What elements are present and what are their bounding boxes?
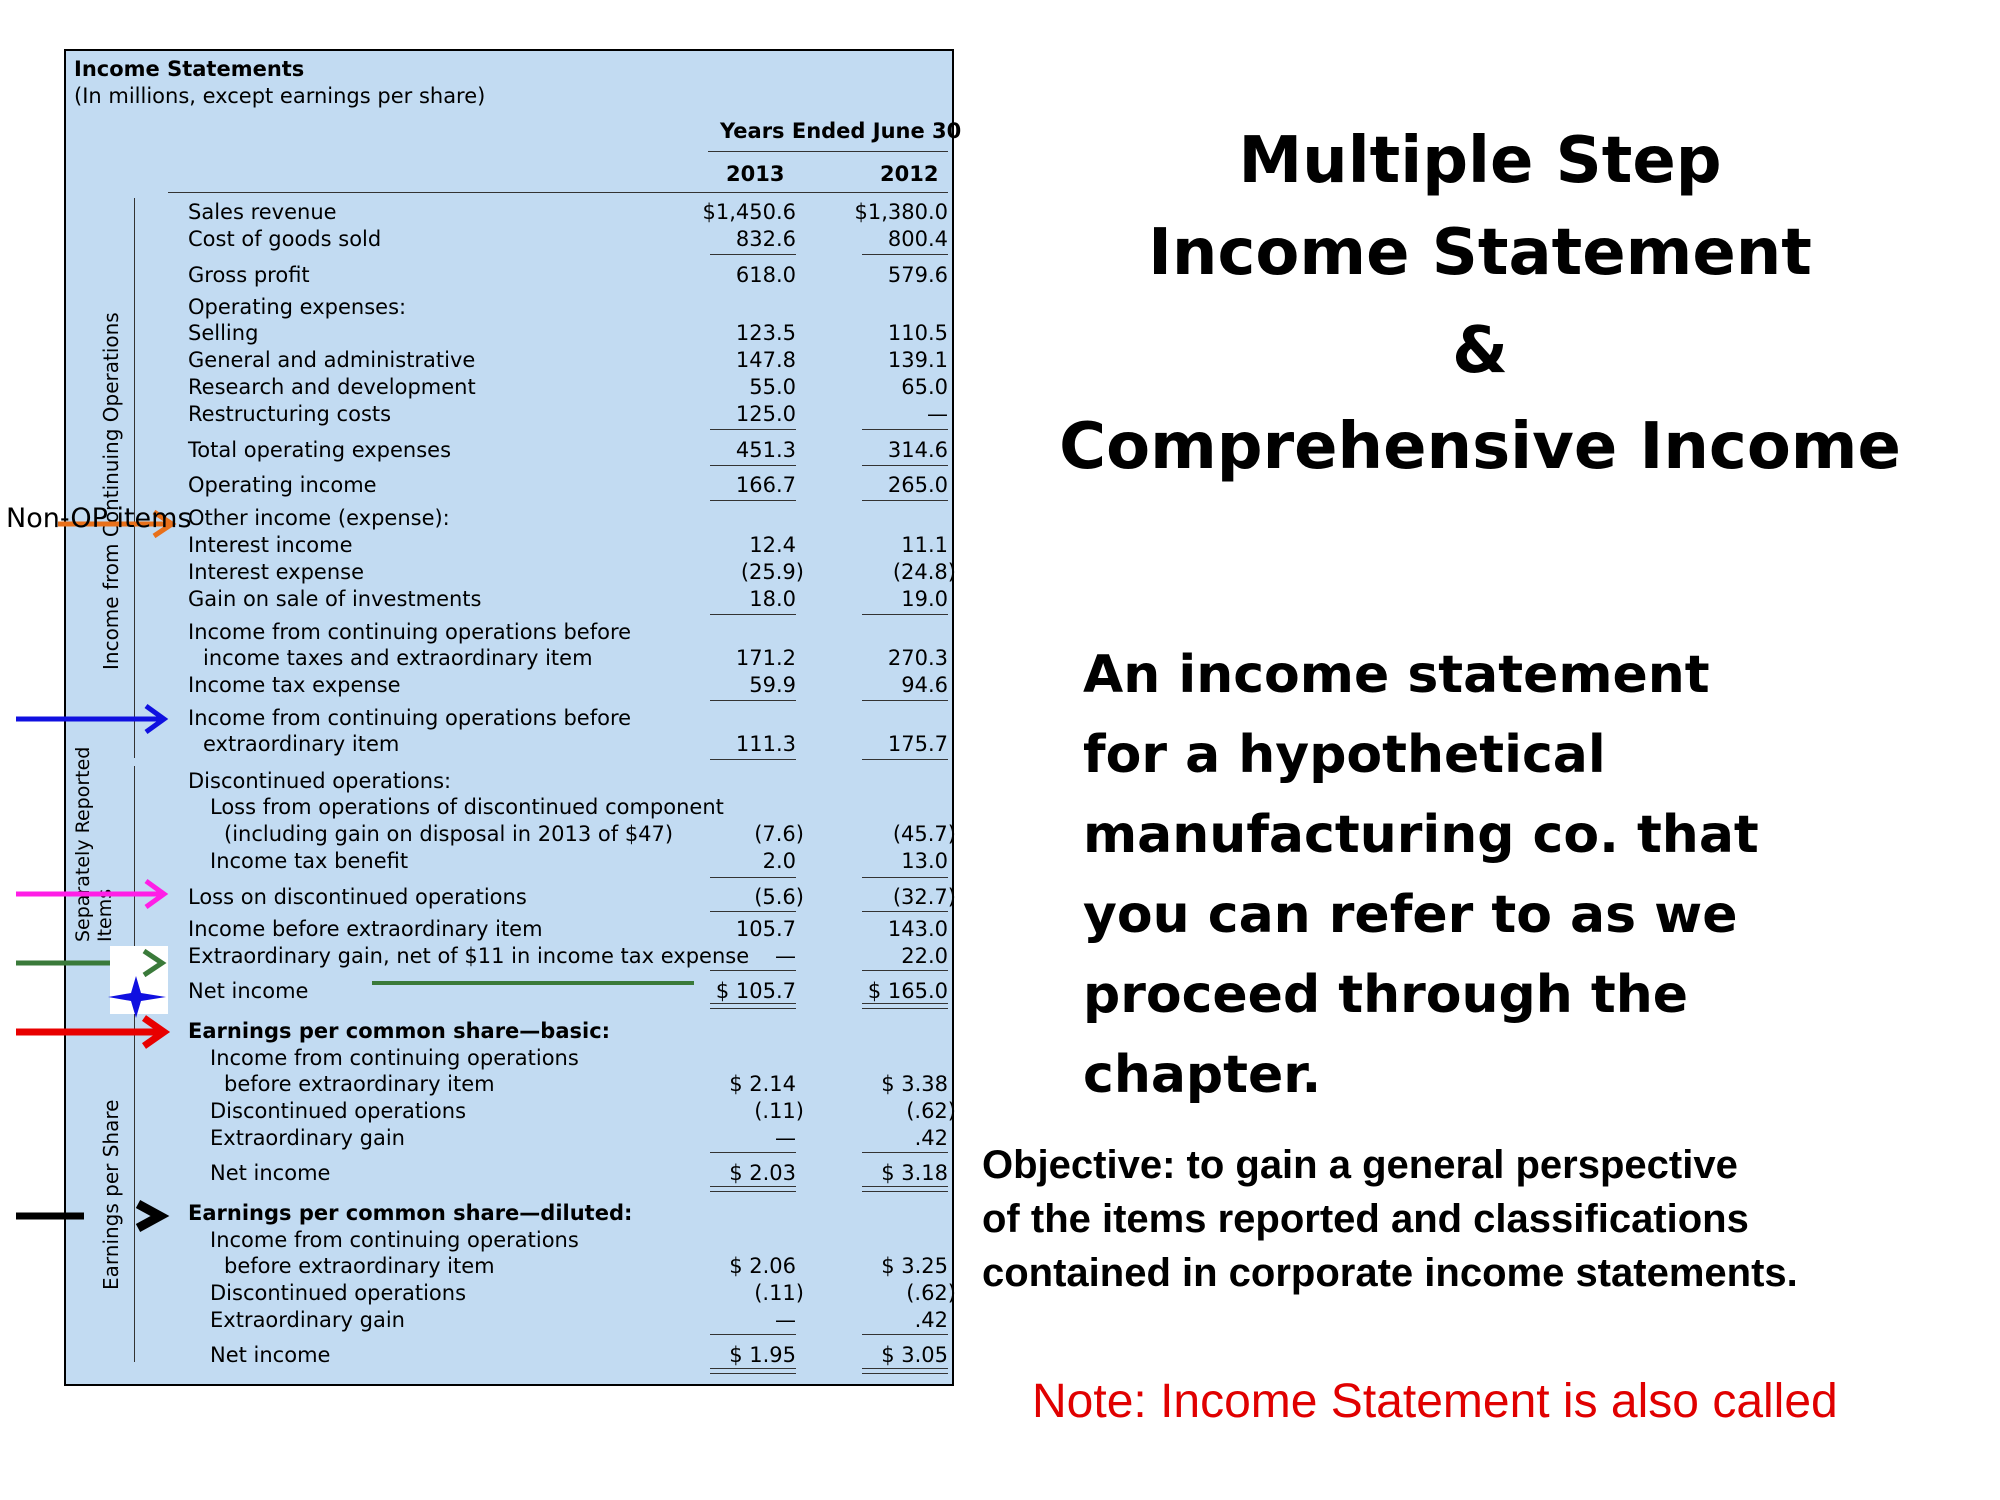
row-label: Selling (188, 321, 259, 345)
objective-line: Objective: to gain a general perspective (982, 1143, 1738, 1187)
value-2013: 12.4 (749, 533, 796, 557)
row-label: (including gain on disposal in 2013 of $47) (224, 822, 674, 846)
row-label: Interest income (188, 533, 353, 557)
row-label: Earnings per common share—basic: (188, 1019, 611, 1043)
value-2013: (25.9) (740, 560, 804, 584)
row-label: Interest expense (188, 560, 364, 584)
description-line: you can refer to as we (1083, 885, 1738, 945)
green-arrow-icon (16, 946, 694, 983)
value-2012: 139.1 (887, 348, 948, 372)
value-2013: 451.3 (735, 438, 796, 462)
value-2013: 2.0 (762, 849, 796, 873)
value-2013: 618.0 (735, 263, 796, 287)
row-label: Gross profit (188, 263, 310, 287)
row-label: extraordinary item (203, 732, 400, 756)
title-line: Multiple Step (1238, 124, 1722, 198)
section-label-eps: Earnings per Share (99, 1099, 123, 1290)
value-2012: 143.0 (887, 917, 948, 941)
column-header-2013: 2013 (726, 162, 785, 186)
value-2012: $ 165.0 (867, 979, 948, 1003)
value-2013: 111.3 (735, 732, 796, 756)
period-header: Years Ended June 30 (720, 119, 962, 143)
value-2013: (7.6) (754, 822, 804, 846)
value-2012: .42 (914, 1126, 948, 1150)
row-label: Income tax benefit (210, 849, 409, 873)
value-2012: — (927, 402, 948, 426)
description-line: for a hypothetical (1083, 725, 1606, 785)
value-2012: $ 3.18 (881, 1161, 948, 1185)
row-label: before extraordinary item (224, 1254, 495, 1278)
value-2012: $1,380.0 (854, 200, 948, 224)
value-2013: (.11) (754, 1281, 804, 1305)
row-label: Extraordinary gain, net of $11 in income tax expense (188, 944, 750, 968)
non-op-items-label: Non-OP items (6, 503, 192, 534)
value-2012: (.62) (906, 1281, 956, 1305)
slide-note: Note: Income Statement is also called (1032, 1375, 1838, 1428)
row-label: Gain on sale of investments (188, 587, 482, 611)
value-2013: 105.7 (735, 917, 796, 941)
row-label: Discontinued operations (210, 1099, 467, 1123)
value-2013: (.11) (754, 1099, 804, 1123)
slide-description (1083, 635, 1759, 1115)
value-2013: 125.0 (735, 402, 796, 426)
row-label: Discontinued operations (210, 1281, 467, 1305)
black-arrow-icon (16, 1204, 160, 1228)
row-label: Extraordinary gain (210, 1126, 405, 1150)
description-line: chapter. (1083, 1045, 1322, 1105)
value-2012: 19.0 (901, 587, 948, 611)
description-line: proceed through the (1083, 965, 1689, 1025)
row-label: Income tax expense (188, 673, 401, 697)
value-2013: 59.9 (749, 673, 796, 697)
row-label: before extraordinary item (224, 1072, 495, 1096)
objective-line: contained in corporate income statements. (982, 1251, 1798, 1295)
value-2012: $ 3.38 (881, 1072, 948, 1096)
section-label-separate: Separately Reported Items (72, 746, 116, 942)
row-label: Income from continuing operations before (188, 620, 632, 644)
statement-subtitle: (In millions, except earnings per share) (74, 84, 486, 108)
title-line: Comprehensive Income (1059, 410, 1901, 484)
value-2012: 270.3 (887, 646, 948, 670)
value-2013: (5.6) (754, 885, 804, 909)
value-2013: — (775, 1308, 796, 1332)
column-header-2012: 2012 (880, 162, 939, 186)
value-2012: (45.7) (892, 822, 956, 846)
star-icon (108, 976, 168, 1018)
row-label: Loss from operations of discontinued component (210, 795, 724, 819)
value-2012: 175.7 (887, 732, 948, 756)
row-label: Net income (210, 1343, 331, 1367)
value-2012: 65.0 (901, 375, 948, 399)
value-2013: 832.6 (735, 227, 796, 251)
row-label: Income from continuing operations before (188, 706, 632, 730)
value-2012: 265.0 (887, 473, 948, 497)
row-label: Discontinued operations: (188, 769, 452, 793)
value-2013: $ 1.95 (729, 1343, 796, 1367)
row-label: Net income (188, 979, 309, 1003)
value-2013: $1,450.6 (702, 200, 796, 224)
value-2013: 147.8 (735, 348, 796, 372)
value-2012: 110.5 (887, 321, 948, 345)
value-2013: 123.5 (735, 321, 796, 345)
value-2012: $ 3.05 (881, 1343, 948, 1367)
value-2012: 314.6 (887, 438, 948, 462)
row-label: Operating income (188, 473, 377, 497)
magenta-arrow-icon (16, 881, 164, 907)
value-2012: (24.8) (892, 560, 956, 584)
row-label: Income before extraordinary item (188, 917, 543, 941)
row-label: Research and development (188, 375, 476, 399)
section-label-continuing: Income from Continuing Operations (99, 312, 123, 670)
value-2012: 800.4 (887, 227, 948, 251)
row-label: Income from continuing operations (210, 1228, 579, 1252)
value-2013: $ 105.7 (715, 979, 796, 1003)
value-2012: 13.0 (901, 849, 948, 873)
row-label: Operating expenses: (188, 295, 407, 319)
value-2013: — (775, 1126, 796, 1150)
title-line: & (1452, 314, 1508, 388)
value-2013: $ 2.06 (729, 1254, 796, 1278)
title-line: Income Statement (1148, 216, 1812, 290)
row-label: General and administrative (188, 348, 476, 372)
value-2012: .42 (914, 1308, 948, 1332)
red-arrow-icon (16, 1018, 164, 1046)
row-label: Cost of goods sold (188, 227, 382, 251)
row-label: Other income (expense): (188, 506, 450, 530)
blue-arrow-icon (16, 706, 164, 732)
value-2013: $ 2.03 (729, 1161, 796, 1185)
row-label: Extraordinary gain (210, 1308, 405, 1332)
value-2013: 55.0 (749, 375, 796, 399)
value-2013: 18.0 (749, 587, 796, 611)
row-label: Net income (210, 1161, 331, 1185)
description-line: An income statement (1083, 645, 1710, 705)
row-label: Income from continuing operations (210, 1046, 579, 1070)
slide-objective (982, 1138, 1798, 1300)
row-label: Earnings per common share—diluted: (188, 1201, 633, 1225)
value-2012: 579.6 (887, 263, 948, 287)
objective-line: of the items reported and classifications (982, 1197, 1749, 1241)
description-line: manufacturing co. that (1083, 805, 1759, 865)
value-2013: — (775, 944, 796, 968)
row-label: Total operating expenses (188, 438, 452, 462)
value-2012: (.62) (906, 1099, 956, 1123)
statement-title: Income Statements (74, 57, 305, 81)
value-2013: $ 2.14 (729, 1072, 796, 1096)
value-2012: $ 3.25 (881, 1254, 948, 1278)
value-2013: 166.7 (735, 473, 796, 497)
value-2012: 22.0 (901, 944, 948, 968)
row-label: Restructuring costs (188, 402, 392, 426)
row-label: Loss on discontinued operations (188, 885, 527, 909)
value-2012: 94.6 (901, 673, 948, 697)
row-label: income taxes and extraordinary item (203, 646, 593, 670)
row-label: Sales revenue (188, 200, 337, 224)
value-2012: 11.1 (901, 533, 948, 557)
value-2012: (32.7) (892, 885, 956, 909)
value-2013: 171.2 (735, 646, 796, 670)
